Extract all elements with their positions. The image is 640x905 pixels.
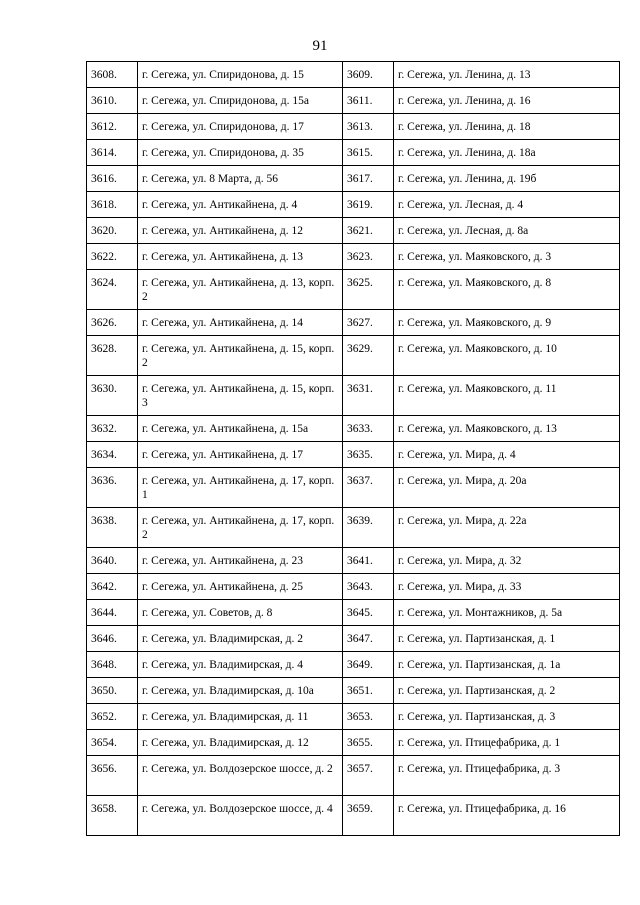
address-right: г. Сегежа, ул. Маяковского, д. 9 (394, 310, 620, 336)
address-right: г. Сегежа, ул. Мира, д. 20а (394, 468, 620, 508)
row-number-left: 3628. (87, 336, 138, 376)
address-right: г. Сегежа, ул. Партизанская, д. 2 (394, 678, 620, 704)
address-right: г. Сегежа, ул. Маяковского, д. 13 (394, 416, 620, 442)
row-number-left: 3634. (87, 442, 138, 468)
row-number-left: 3622. (87, 244, 138, 270)
address-right: г. Сегежа, ул. Ленина, д. 18а (394, 140, 620, 166)
row-number-left: 3640. (87, 548, 138, 574)
row-number-right: 3643. (343, 574, 394, 600)
table-row (87, 166, 620, 192)
table-row (87, 652, 620, 678)
address-left: г. Сегежа, ул. 8 Марта, д. 56 (138, 166, 343, 192)
address-left: г. Сегежа, ул. Владимирская, д. 4 (138, 652, 343, 678)
table-row (87, 626, 620, 652)
address-left: г. Сегежа, ул. Антикайнена, д. 12 (138, 218, 343, 244)
table-row (87, 574, 620, 600)
address-left: г. Сегежа, ул. Антикайнена, д. 4 (138, 192, 343, 218)
address-left: г. Сегежа, ул. Спиридонова, д. 17 (138, 114, 343, 140)
table-row (87, 140, 620, 166)
row-number-left: 3646. (87, 626, 138, 652)
row-number-left: 3614. (87, 140, 138, 166)
row-number-right: 3609. (343, 62, 394, 88)
address-right: г. Сегежа, ул. Маяковского, д. 10 (394, 336, 620, 376)
row-number-right: 3657. (343, 756, 394, 796)
row-number-left: 3632. (87, 416, 138, 442)
row-number-right: 3659. (343, 796, 394, 836)
address-right: г. Сегежа, ул. Мира, д. 32 (394, 548, 620, 574)
table-row (87, 376, 620, 416)
row-number-right: 3619. (343, 192, 394, 218)
row-number-right: 3633. (343, 416, 394, 442)
row-number-left: 3620. (87, 218, 138, 244)
table-row (87, 508, 620, 548)
address-left: г. Сегежа, ул. Антикайнена, д. 17, корп. 2 (138, 508, 343, 548)
row-number-left: 3612. (87, 114, 138, 140)
address-left: г. Сегежа, ул. Спиридонова, д. 15 (138, 62, 343, 88)
row-number-right: 3645. (343, 600, 394, 626)
row-number-left: 3648. (87, 652, 138, 678)
row-number-left: 3618. (87, 192, 138, 218)
row-number-left: 3626. (87, 310, 138, 336)
row-number-left: 3638. (87, 508, 138, 548)
address-right: г. Сегежа, ул. Партизанская, д. 1 (394, 626, 620, 652)
row-number-right: 3637. (343, 468, 394, 508)
address-left: г. Сегежа, ул. Владимирская, д. 12 (138, 730, 343, 756)
address-right: г. Сегежа, ул. Лесная, д. 8а (394, 218, 620, 244)
address-right: г. Сегежа, ул. Мира, д. 33 (394, 574, 620, 600)
table-row (87, 416, 620, 442)
row-number-right: 3617. (343, 166, 394, 192)
table-row (87, 310, 620, 336)
row-number-right: 3653. (343, 704, 394, 730)
row-number-left: 3656. (87, 756, 138, 796)
address-left: г. Сегежа, ул. Владимирская, д. 10а (138, 678, 343, 704)
table-row (87, 796, 620, 836)
address-right: г. Сегежа, ул. Ленина, д. 16 (394, 88, 620, 114)
row-number-right: 3631. (343, 376, 394, 416)
row-number-left: 3658. (87, 796, 138, 836)
address-right: г. Сегежа, ул. Партизанская, д. 1а (394, 652, 620, 678)
table-row (87, 218, 620, 244)
address-right: г. Сегежа, ул. Партизанская, д. 3 (394, 704, 620, 730)
row-number-left: 3630. (87, 376, 138, 416)
row-number-right: 3621. (343, 218, 394, 244)
table-row (87, 114, 620, 140)
row-number-left: 3642. (87, 574, 138, 600)
row-number-left: 3608. (87, 62, 138, 88)
address-right: г. Сегежа, ул. Монтажников, д. 5а (394, 600, 620, 626)
table-row (87, 730, 620, 756)
address-left: г. Сегежа, ул. Волдозерское шоссе, д. 4 (138, 796, 343, 836)
row-number-right: 3625. (343, 270, 394, 310)
address-left: г. Сегежа, ул. Владимирская, д. 2 (138, 626, 343, 652)
address-left: г. Сегежа, ул. Антикайнена, д. 15, корп. 3 (138, 376, 343, 416)
row-number-left: 3652. (87, 704, 138, 730)
table-row (87, 62, 620, 88)
row-number-right: 3611. (343, 88, 394, 114)
row-number-right: 3629. (343, 336, 394, 376)
row-number-right: 3623. (343, 244, 394, 270)
table-row (87, 756, 620, 796)
address-left: г. Сегежа, ул. Спиридонова, д. 15а (138, 88, 343, 114)
table-row (87, 442, 620, 468)
row-number-right: 3613. (343, 114, 394, 140)
address-left: г. Сегежа, ул. Антикайнена, д. 13, корп. 2 (138, 270, 343, 310)
row-number-right: 3627. (343, 310, 394, 336)
address-right: г. Сегежа, ул. Ленина, д. 13 (394, 62, 620, 88)
address-left: г. Сегежа, ул. Антикайнена, д. 25 (138, 574, 343, 600)
address-left: г. Сегежа, ул. Антикайнена, д. 15а (138, 416, 343, 442)
row-number-right: 3641. (343, 548, 394, 574)
address-right: г. Сегежа, ул. Ленина, д. 18 (394, 114, 620, 140)
row-number-left: 3636. (87, 468, 138, 508)
table-row (87, 678, 620, 704)
row-number-left: 3650. (87, 678, 138, 704)
row-number-right: 3655. (343, 730, 394, 756)
address-left: г. Сегежа, ул. Владимирская, д. 11 (138, 704, 343, 730)
address-right: г. Сегежа, ул. Ленина, д. 19б (394, 166, 620, 192)
address-right: г. Сегежа, ул. Маяковского, д. 11 (394, 376, 620, 416)
row-number-right: 3635. (343, 442, 394, 468)
address-right: г. Сегежа, ул. Мира, д. 22а (394, 508, 620, 548)
row-number-left: 3610. (87, 88, 138, 114)
address-right: г. Сегежа, ул. Птицефабрика, д. 3 (394, 756, 620, 796)
address-left: г. Сегежа, ул. Антикайнена, д. 15, корп. 2 (138, 336, 343, 376)
table-row (87, 244, 620, 270)
row-number-right: 3651. (343, 678, 394, 704)
address-left: г. Сегежа, ул. Антикайнена, д. 13 (138, 244, 343, 270)
row-number-left: 3654. (87, 730, 138, 756)
address-right: г. Сегежа, ул. Маяковского, д. 8 (394, 270, 620, 310)
address-right: г. Сегежа, ул. Птицефабрика, д. 1 (394, 730, 620, 756)
table-row (87, 88, 620, 114)
address-right: г. Сегежа, ул. Маяковского, д. 3 (394, 244, 620, 270)
address-left: г. Сегежа, ул. Волдозерское шоссе, д. 2 (138, 756, 343, 796)
row-number-right: 3615. (343, 140, 394, 166)
address-left: г. Сегежа, ул. Антикайнена, д. 14 (138, 310, 343, 336)
row-number-left: 3624. (87, 270, 138, 310)
address-left: г. Сегежа, ул. Спиридонова, д. 35 (138, 140, 343, 166)
address-left: г. Сегежа, ул. Антикайнена, д. 23 (138, 548, 343, 574)
address-right: г. Сегежа, ул. Мира, д. 4 (394, 442, 620, 468)
table-row (87, 336, 620, 376)
table-row (87, 548, 620, 574)
row-number-right: 3649. (343, 652, 394, 678)
table-row (87, 192, 620, 218)
row-number-left: 3616. (87, 166, 138, 192)
table-row (87, 468, 620, 508)
address-left: г. Сегежа, ул. Антикайнена, д. 17 (138, 442, 343, 468)
address-right: г. Сегежа, ул. Птицефабрика, д. 16 (394, 796, 620, 836)
address-left: г. Сегежа, ул. Антикайнена, д. 17, корп. 1 (138, 468, 343, 508)
row-number-right: 3647. (343, 626, 394, 652)
table-row (87, 270, 620, 310)
address-right: г. Сегежа, ул. Лесная, д. 4 (394, 192, 620, 218)
page-number: 91 (312, 38, 328, 54)
row-number-left: 3644. (87, 600, 138, 626)
address-table (86, 61, 620, 836)
table-row (87, 600, 620, 626)
address-left: г. Сегежа, ул. Советов, д. 8 (138, 600, 343, 626)
table-row (87, 704, 620, 730)
row-number-right: 3639. (343, 508, 394, 548)
